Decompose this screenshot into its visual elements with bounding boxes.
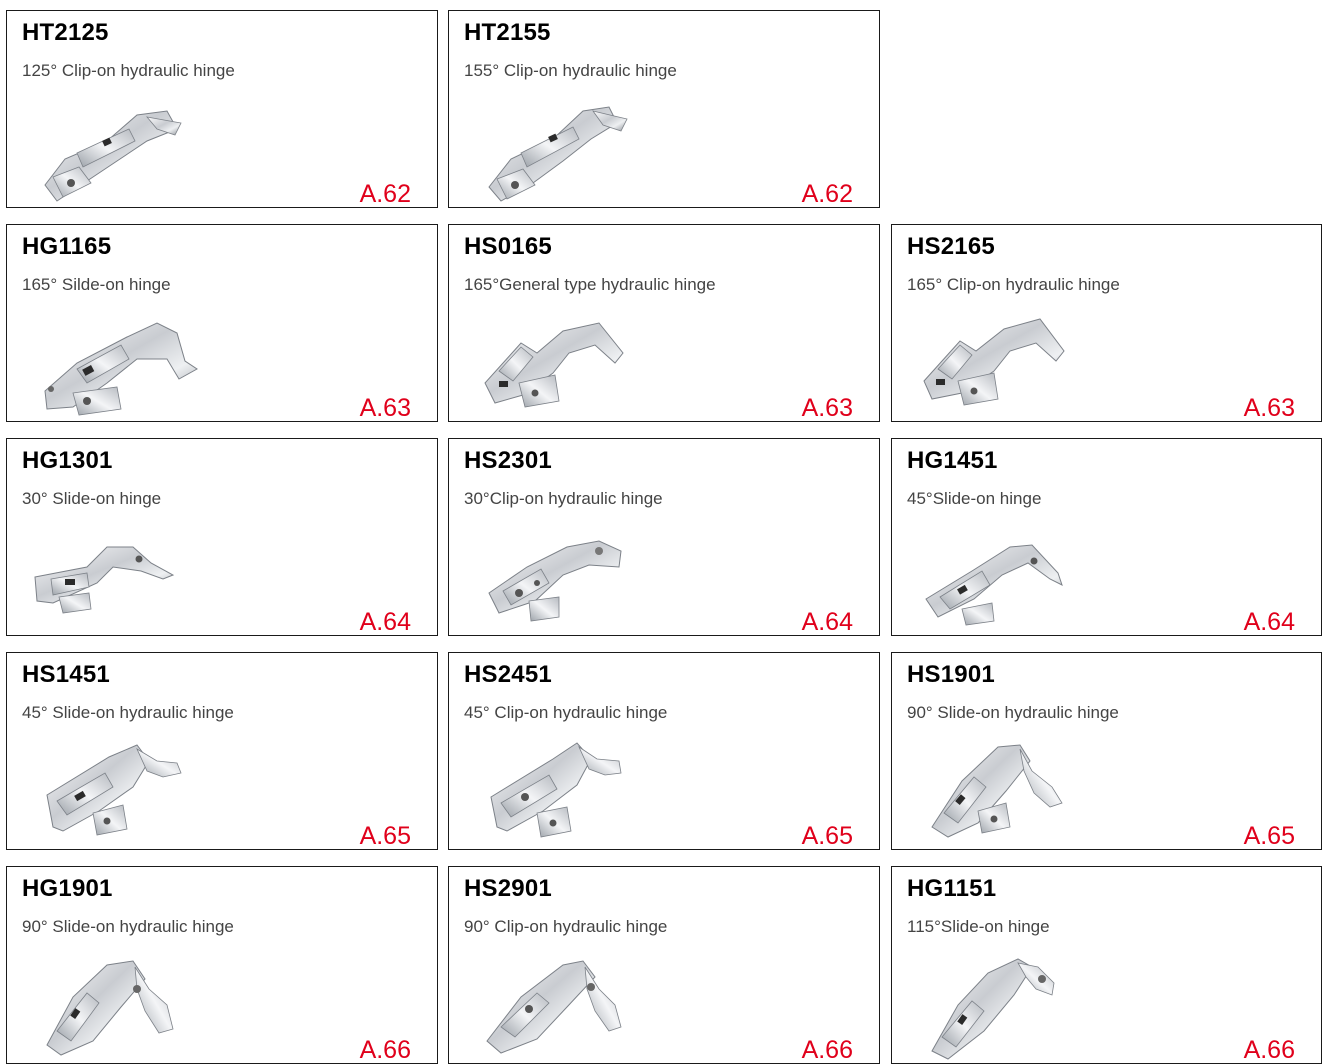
hinge-165-icon	[17, 303, 207, 421]
product-description: 165°General type hydraulic hinge	[464, 275, 716, 294]
product-card-hs2165[interactable]	[891, 224, 1322, 422]
product-code: HT2125	[22, 19, 109, 46]
product-description: 45°Slide-on hinge	[907, 489, 1042, 508]
product-code: HG1151	[907, 875, 997, 902]
product-card-hg1451[interactable]	[891, 438, 1322, 636]
product-card-hs2451[interactable]	[448, 652, 880, 850]
product-card-hg1151[interactable]	[891, 866, 1322, 1064]
catalog-page-link[interactable]: A.65	[1243, 822, 1295, 850]
product-code: HG1301	[22, 447, 113, 474]
hinge-90-icon	[902, 731, 1092, 849]
catalog-page-link[interactable]: A.62	[801, 180, 853, 208]
product-code: HG1901	[22, 875, 113, 902]
product-code: HS0165	[464, 233, 552, 260]
product-description: 30°Clip-on hydraulic hinge	[464, 489, 663, 508]
catalog-page-link[interactable]: A.66	[801, 1036, 853, 1064]
hinge-45-icon	[902, 517, 1092, 635]
product-description: 45° Slide-on hydraulic hinge	[22, 703, 234, 722]
product-code: HS2901	[464, 875, 552, 902]
product-description: 125° Clip-on hydraulic hinge	[22, 61, 235, 80]
product-code: HG1451	[907, 447, 998, 474]
catalog-page-link[interactable]: A.65	[801, 822, 853, 850]
catalog-page-link[interactable]: A.66	[359, 1036, 411, 1064]
catalog-page-link[interactable]: A.66	[1243, 1036, 1295, 1064]
hinge-90-icon	[459, 945, 649, 1063]
product-card-ht2155[interactable]	[448, 10, 880, 208]
hinge-45-icon	[459, 731, 649, 849]
product-description: 30° Slide-on hinge	[22, 489, 162, 508]
catalog-page-link[interactable]: A.63	[359, 394, 411, 422]
hinge-165-icon	[902, 303, 1092, 421]
product-description: 165° Clip-on hydraulic hinge	[907, 275, 1120, 294]
product-description: 90° Clip-on hydraulic hinge	[464, 917, 668, 936]
product-description: 115°Slide-on hinge	[907, 917, 1050, 936]
catalog-page-link[interactable]: A.64	[1243, 608, 1295, 636]
product-card-ht2125[interactable]	[6, 10, 438, 208]
catalog-page-link[interactable]: A.64	[801, 608, 853, 636]
product-card-hg1301[interactable]	[6, 438, 438, 636]
product-card-hs2901[interactable]	[448, 866, 880, 1064]
product-description: 90° Slide-on hydraulic hinge	[907, 703, 1119, 722]
hinge-30-icon	[459, 517, 649, 635]
product-card-hs2301[interactable]	[448, 438, 880, 636]
product-code: HS1901	[907, 661, 995, 688]
product-card-hs1451[interactable]	[6, 652, 438, 850]
product-card-hg1901[interactable]	[6, 866, 438, 1064]
hinge-30-icon	[17, 517, 207, 635]
product-code: HG1165	[22, 233, 112, 260]
hinge-155-icon	[459, 89, 649, 207]
product-code: HS1451	[22, 661, 110, 688]
product-card-hs1901[interactable]	[891, 652, 1322, 850]
catalog-page-link[interactable]: A.63	[801, 394, 853, 422]
product-description: 165° Silde-on hinge	[22, 275, 171, 294]
product-code: HS2165	[907, 233, 995, 260]
hinge-125-icon	[17, 89, 207, 207]
hinge-165-icon	[459, 303, 649, 421]
catalog-page-link[interactable]: A.65	[359, 822, 411, 850]
product-code: HS2301	[464, 447, 552, 474]
product-code: HS2451	[464, 661, 552, 688]
catalog-page-link[interactable]: A.64	[359, 608, 411, 636]
hinge-90-icon	[17, 945, 207, 1063]
product-code: HT2155	[464, 19, 551, 46]
product-description: 45° Clip-on hydraulic hinge	[464, 703, 668, 722]
product-card-hs0165[interactable]	[448, 224, 880, 422]
hinge-45-icon	[17, 731, 207, 849]
product-card-hg1165[interactable]	[6, 224, 438, 422]
catalog-page-link[interactable]: A.62	[359, 180, 411, 208]
product-description: 90° Slide-on hydraulic hinge	[22, 917, 234, 936]
product-description: 155° Clip-on hydraulic hinge	[464, 61, 677, 80]
hinge-115-icon	[902, 945, 1092, 1063]
catalog-page-link[interactable]: A.63	[1243, 394, 1295, 422]
